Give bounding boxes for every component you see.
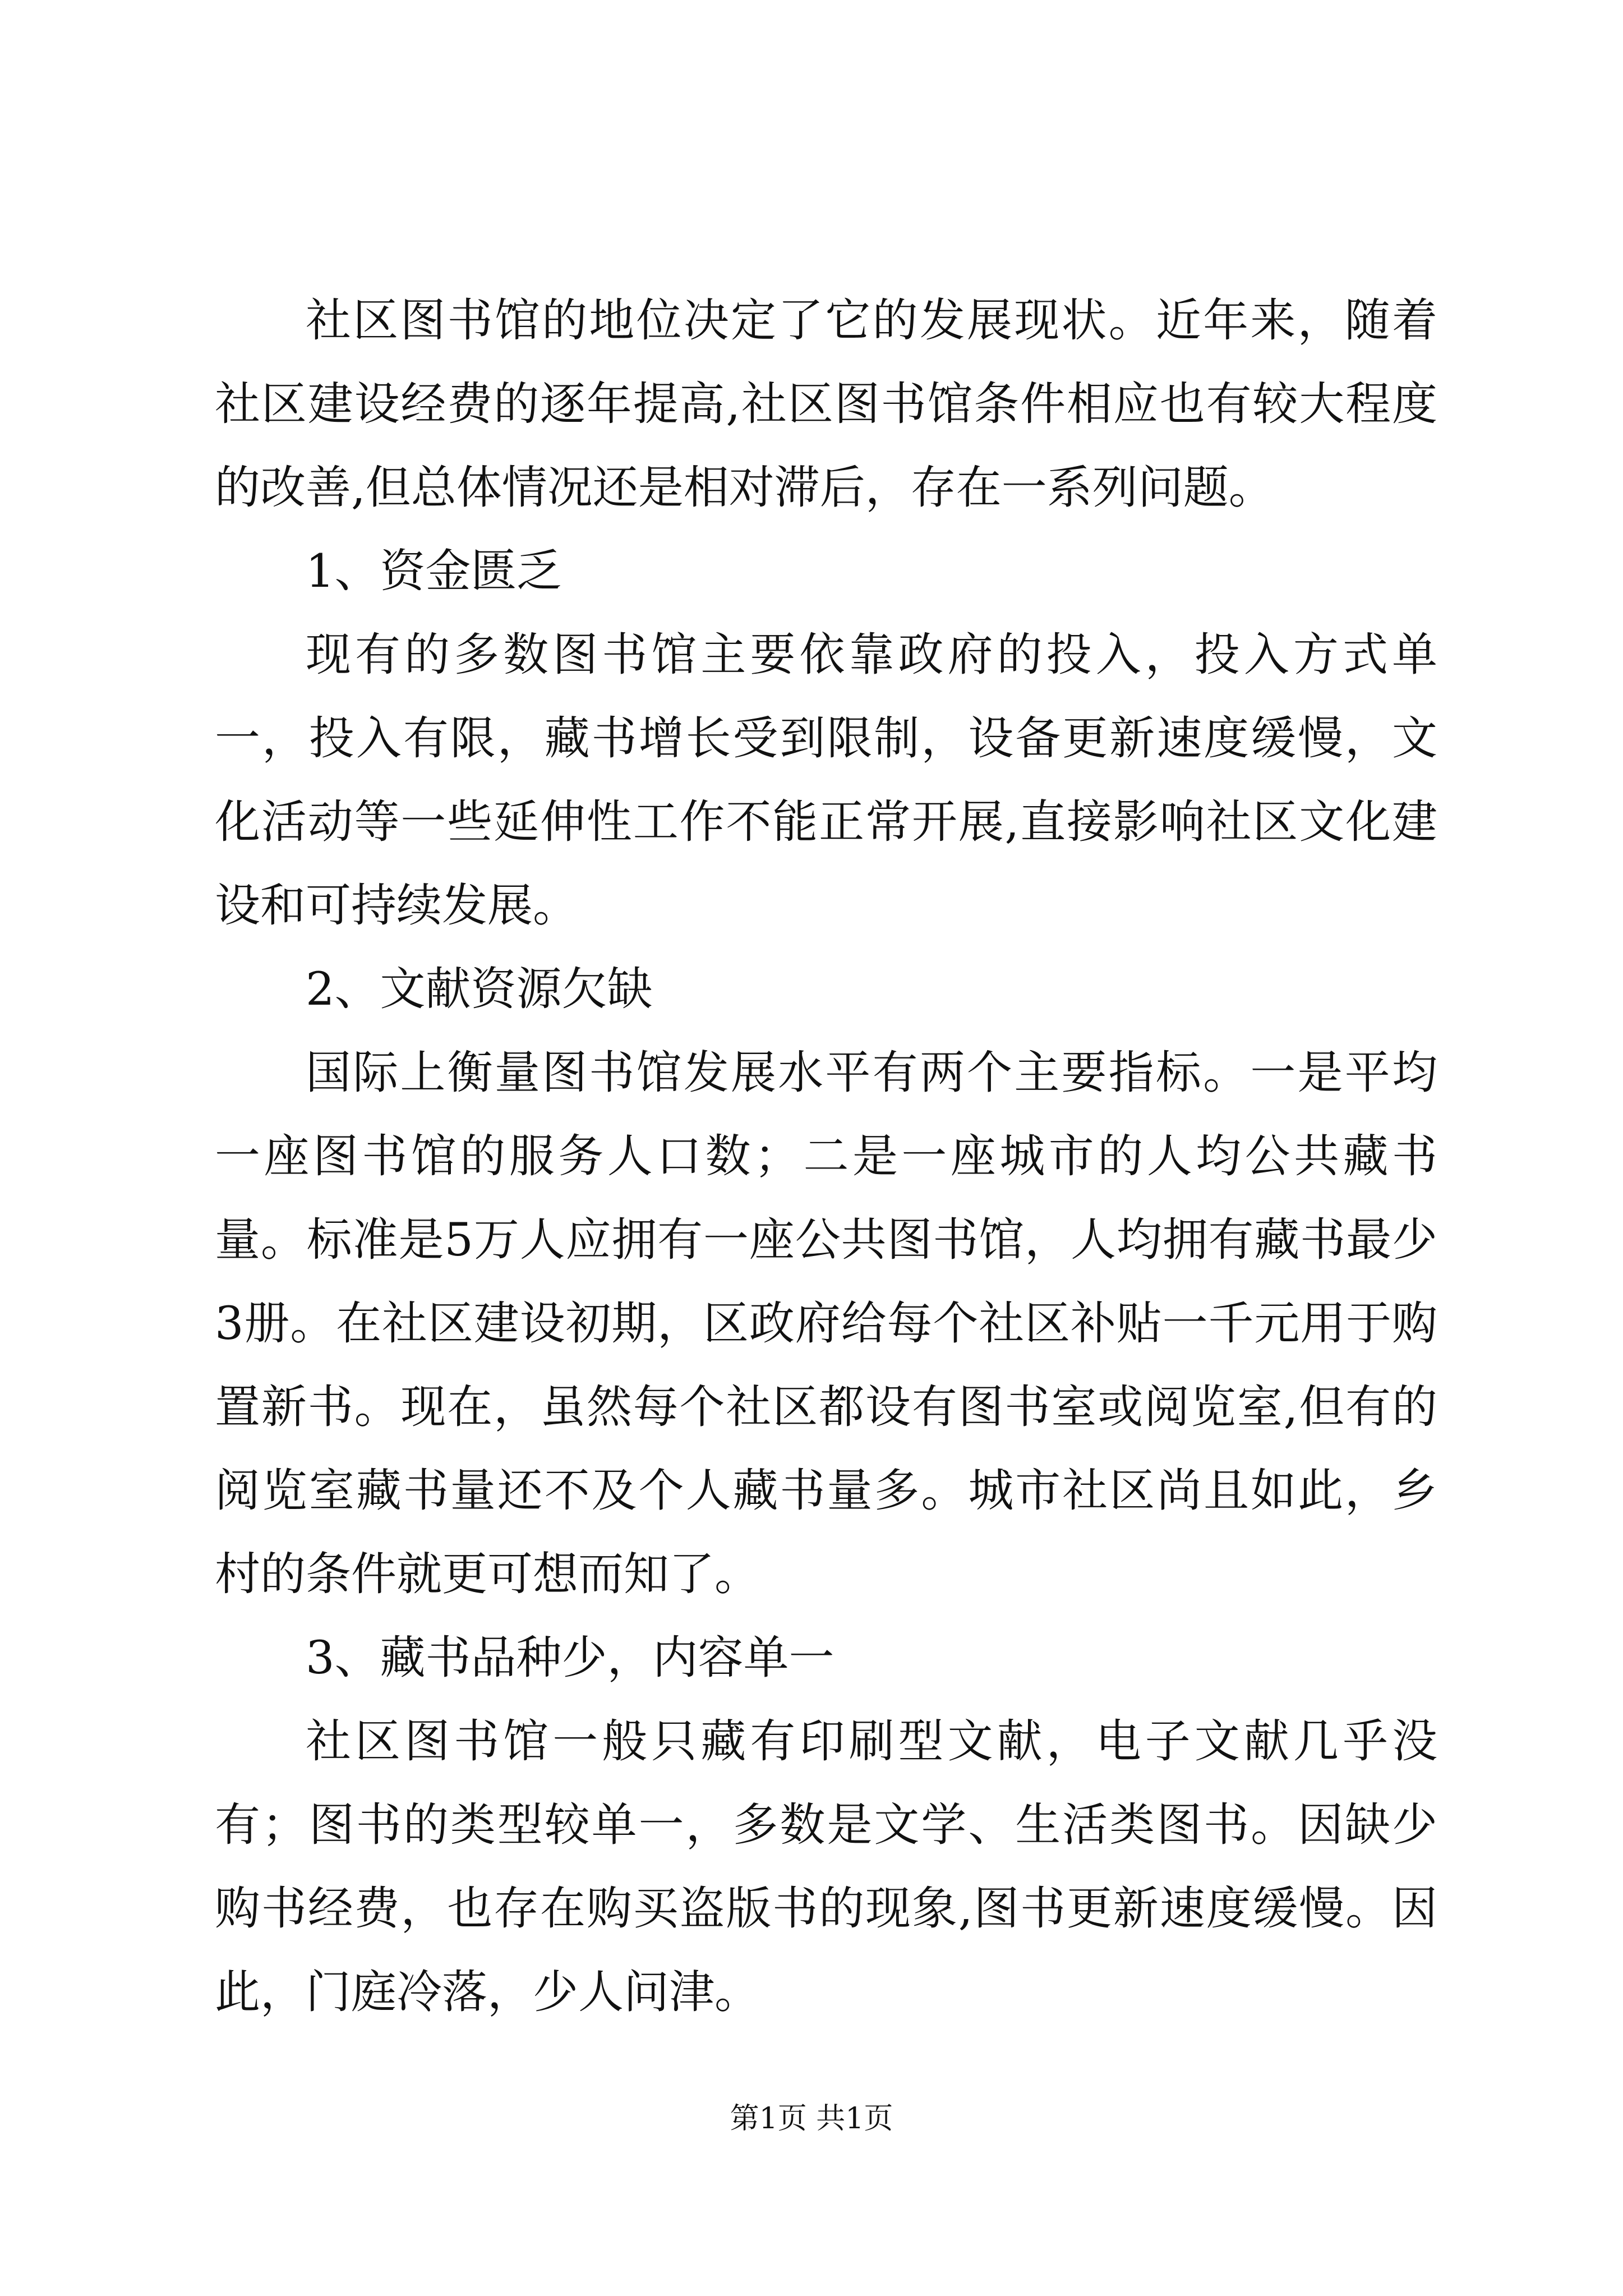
heading-limited-collection: 3、藏书品种少，内容单一 bbox=[306, 1632, 834, 1685]
document-body bbox=[215, 279, 1437, 2035]
paragraph-intro: 社区图书馆的地位决定了它的发展现状。近年来，随着社区建设经费的逐年提高,社区图书馆条件相应也有较大程度的改善,但总体情况还是相对滞后，存在一系列问题。 bbox=[215, 295, 1437, 514]
paragraph-limited-collection: 社区图书馆一般只藏有印刷型文献，电子文献几乎没有；图书的类型较单一，多数是文学、生活类图书。因缺少购书经费，也存在购买盗版书的现象,图书更新速度缓慢。因此，门庭冷落，少人问津。 bbox=[215, 1715, 1437, 2019]
heading-resource-shortage: 2、文献资源欠缺 bbox=[306, 963, 653, 1016]
page-footer bbox=[0, 2099, 1623, 2138]
paragraph-funding-shortage: 现有的多数图书馆主要依靠政府的投入，投入方式单一，投入有限，藏书增长受到限制，设备更新速度缓慢，文化活动等一些延伸性工作不能正常开展,直接影响社区文化建设和可持续发展。 bbox=[215, 629, 1437, 932]
page-number-indicator: 第1页 共1页 bbox=[730, 2102, 893, 2136]
heading-funding-shortage: 1、资金匮乏 bbox=[306, 545, 562, 598]
paragraph-resource-shortage: 国际上衡量图书馆发展水平有两个主要指标。一是平均一座图书馆的服务人口数；二是一座城市的人均公共藏书量。标准是5万人应拥有一座公共图书馆，人均拥有藏书最少3册。在社区建设初期，区政府给每个社区补贴一千元用于购置新书。现在，虽然每个社区都设有图书室或阅览室,但有的阅览室藏书量还不及个人藏书量多。城市社区尚且如此，乡村的条件就更可想而知了。 bbox=[215, 1047, 1437, 1601]
